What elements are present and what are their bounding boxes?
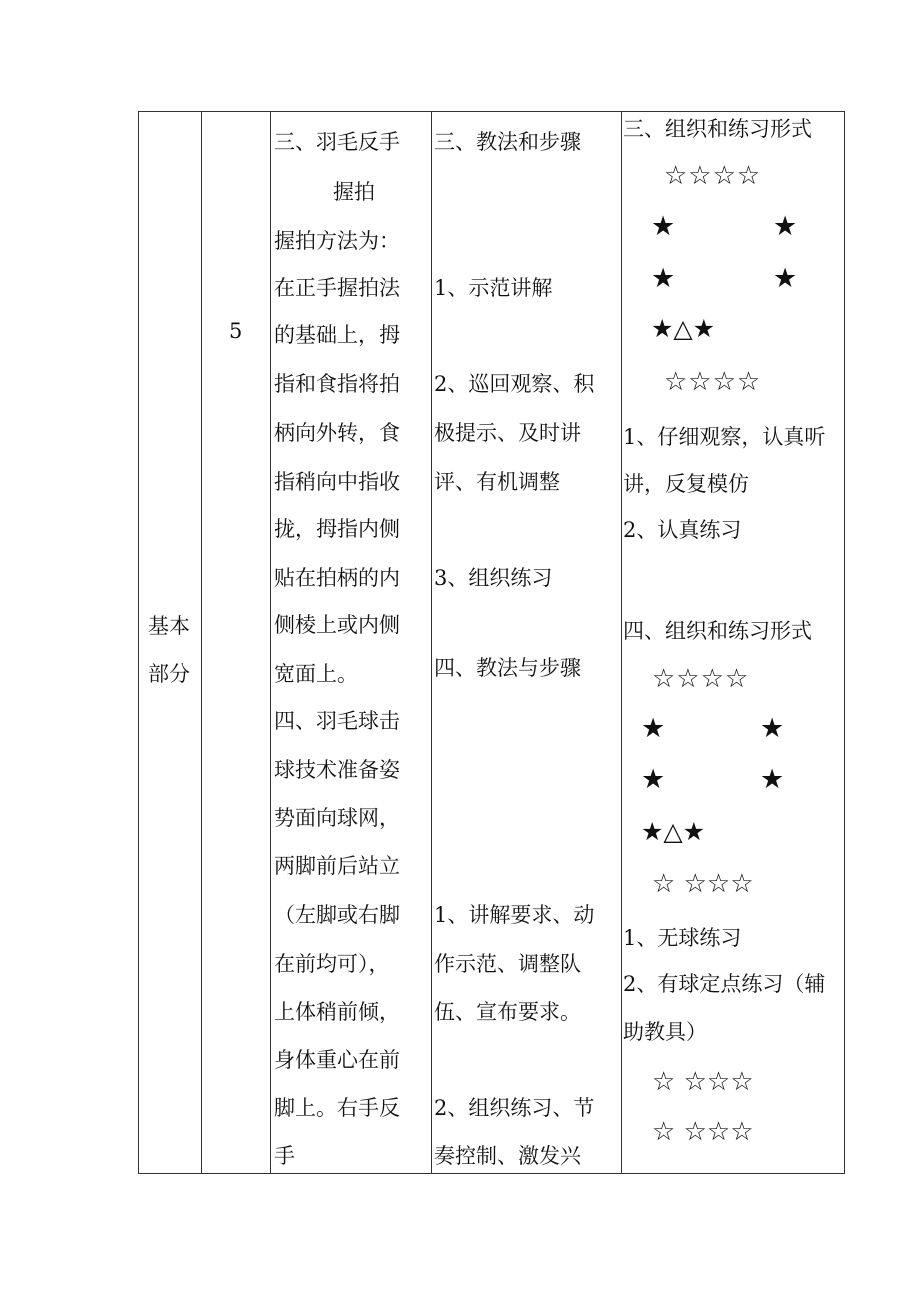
content-line: 拢，拇指内侧 (274, 517, 400, 541)
content-line: 身体重心在前 (274, 1048, 400, 1072)
content-line: 宽面上。 (274, 662, 358, 686)
content-line: 侧棱上或内侧 (274, 613, 400, 637)
org-line: 2、有球定点练习（辅 (623, 972, 826, 996)
solid-star: ★ (651, 263, 676, 294)
content-line: 握拍 (333, 180, 375, 204)
content-line: 在正手握拍法 (274, 276, 400, 300)
content-line: 四、羽毛球击 (274, 709, 400, 733)
solid-star: ★ (641, 713, 666, 744)
org-line: 助教具） (623, 1020, 707, 1044)
star-row-outline: ☆ ☆☆☆ (652, 869, 754, 899)
teaching-line: 1、示范讲解 (434, 276, 553, 300)
content-line: 握拍方法为： (274, 229, 400, 253)
org-line: 1、无球练习 (623, 926, 742, 950)
content-line: （左脚或右脚 (274, 903, 400, 927)
teaching-line: 奏控制、激发兴 (434, 1144, 581, 1168)
star-teacher-row: ★△★ (651, 314, 716, 343)
solid-star: ★ (651, 211, 676, 242)
star-row-outline: ☆ ☆☆☆ (652, 1117, 754, 1147)
teaching-line: 三、教法和步骤 (434, 130, 581, 154)
section-label-line: 基本 (148, 614, 190, 638)
star-row-outline: ☆☆☆☆ (664, 367, 762, 397)
solid-star: ★ (641, 764, 666, 795)
content-line: 上体稍前倾， (274, 1000, 400, 1024)
content-line: 贴在拍柄的内 (274, 566, 400, 590)
content-line: 指稍向中指收 (274, 470, 400, 494)
teaching-line: 极提示、及时讲 (434, 421, 581, 445)
solid-star: ★ (773, 263, 798, 294)
column-divider (621, 112, 622, 1173)
solid-star: ★ (760, 764, 785, 795)
org-line: 2、认真练习 (623, 518, 742, 542)
content-line: 三、羽毛反手 (274, 130, 400, 154)
column-divider (431, 112, 432, 1173)
column-divider (201, 112, 202, 1173)
teaching-line: 1、讲解要求、动 (434, 903, 595, 927)
content-line: 球技术准备姿 (274, 758, 400, 782)
section-label-line: 部分 (148, 662, 190, 686)
org-heading: 四、组织和练习形式 (623, 619, 812, 643)
content-line: 两脚前后站立 (274, 854, 400, 878)
solid-star: ★ (773, 211, 798, 242)
star-teacher-row: ★△★ (641, 817, 706, 846)
duration-value: 5 (229, 319, 243, 343)
teaching-line: 作示范、调整队 (434, 952, 581, 976)
teaching-line: 伍、宣布要求。 (434, 1000, 581, 1024)
teaching-line: 3、组织练习 (434, 566, 553, 590)
teaching-line: 评、有机调整 (434, 470, 560, 494)
content-line: 脚上。右手反 (274, 1096, 400, 1120)
org-line: 1、仔细观察，认真听 (623, 425, 826, 449)
teaching-line: 2、巡回观察、积 (434, 372, 595, 396)
column-divider (270, 112, 271, 1173)
star-row-outline: ☆ ☆☆☆ (652, 1067, 754, 1097)
star-row-outline: ☆☆☆☆ (664, 161, 762, 191)
org-heading: 三、组织和练习形式 (623, 117, 812, 141)
content-line: 指和食指将拍 (274, 372, 400, 396)
org-line: 讲，反复模仿 (623, 472, 749, 496)
content-line: 在前均可）， (274, 952, 390, 976)
teaching-line: 2、组织练习、节 (434, 1096, 595, 1120)
solid-star: ★ (760, 713, 785, 744)
content-line: 的基础上，拇 (274, 323, 400, 347)
teaching-line: 四、教法与步骤 (434, 656, 581, 680)
content-line: 手 (274, 1144, 295, 1168)
content-line: 柄向外转，食 (274, 421, 400, 445)
content-line: 势面向球网， (274, 806, 400, 830)
star-row-outline: ☆☆☆☆ (652, 664, 750, 694)
